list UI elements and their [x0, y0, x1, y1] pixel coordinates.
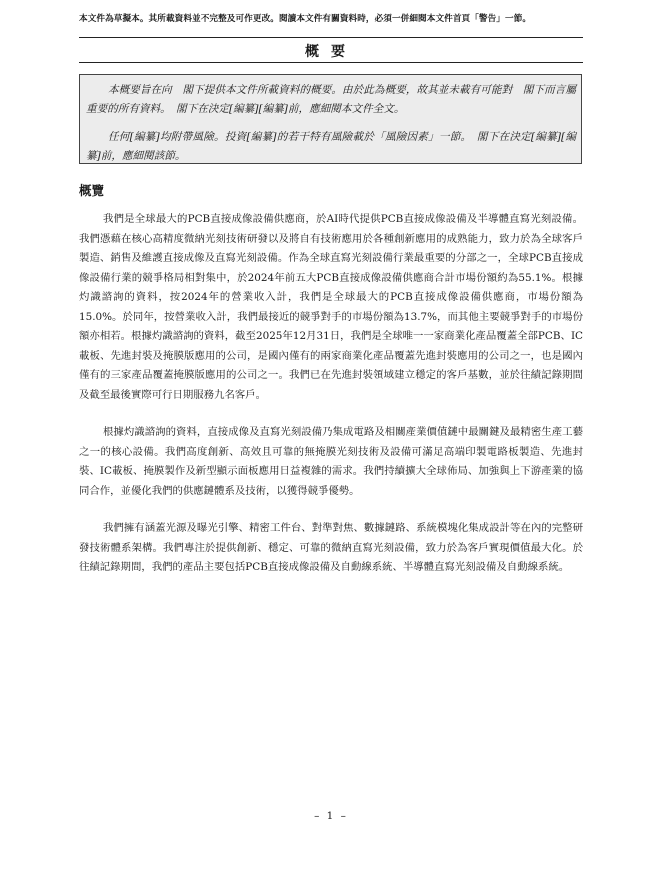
body-paragraph: 根據灼識諮詢的資料，直接成像及直寫光刻設備乃集成電路及相關產業價值鏈中最關鍵及最精密生產工藝之一的核心設備。我們高度創新、高效且可靠的無掩膜光刻技術及設備可滿足高端印製電路板製造、先進封裝、IC載板、掩膜製作及新型顯示面板應用日益複雜的需求。我們持續擴大全球佈局、加強與上下游產業的協同合作，並優化我們的供應鏈體系及技術，以獲得競爭優勢。 — [79, 426, 583, 497]
section-title: 概要 — [305, 44, 357, 60]
overview-body — [79, 210, 583, 596]
page-number: – 1 – — [314, 810, 348, 822]
title-bottom-rule — [79, 62, 583, 63]
body-paragraph: 我們是全球最大的PCB直接成像設備供應商，於AI時代提供PCB直接成像設備及半導體直寫光刻設備。我們憑藉在核心高精度微納光刻技術研發以及將自有技術應用於各種創新應用的成熟能力，致力於為全球客戶製造、銷售及維護直接成像及直寫光刻設備。作為全球直寫光刻設備行業最重要的分部之一，全球PCB直接成像設備行業的競爭格局相對集中，於2024年前五大PCB直接成像設備供應商合計市場份額約為55.1%。根據灼識諮詢的資料，按2024年的營業收入計，我們是全球最大的PCB直接成像設備供應商，市場份額為15.0%。於同年，按營業收入計，我們最接近的競爭對手的市場份額為13.7%，而其他主要競爭對手的市場份額亦相若。根據灼識諮詢的資料，截至2025年12月31日，我們是全球唯一一家商業化產品覆蓋全部PCB、IC載板、先進封裝及掩膜版應用的公司，是國內僅有的兩家商業化產品覆蓋先進封裝應用的公司之一，也是國內僅有的三家產品覆蓋掩膜版應用的公司之一。我們已在先進封裝領域建立穩定的客戶基數，並於往績記錄期間及截至最後實際可行日期服務九名客戶。 — [79, 213, 583, 401]
notice-paragraph: 本概要旨在向 閣下提供本文件所載資料的概要。由於此為概要，故其並未載有可能對 閣下而言屬重要的所有資料。 閣下在決定[編纂][編纂]前，應細閱本文件全文。 — [86, 84, 576, 115]
summary-notice-box — [79, 74, 582, 164]
draft-warning-header: 本文件為草擬本。其所載資料並不完整及可作更改。閱讀本文件有關資料時，必須一併細閱本文件首頁「警告」一節。 — [79, 14, 532, 24]
title-top-rule — [79, 37, 583, 38]
notice-paragraph: 任何[編纂]均附帶風險。投資[編纂]的若干特有風險載於「風險因素」一節。 閣下在決定[編纂][編纂]前，應細閱該節。 — [86, 131, 576, 162]
body-paragraph: 我們擁有涵蓋光源及曝光引擎、精密工件台、對準對焦、數據鏈路、系統模塊化集成設計等在內的完整研發技術體系架構。我們專注於提供創新、穩定、可靠的微納直寫光刻設備，致力於為客戶實現價值最大化。於往績記錄期間，我們的產品主要包括PCB直接成像設備及自動線系統、半導體直寫光刻設備及自動線系統。 — [79, 522, 583, 573]
overview-heading: 概覽 — [79, 183, 105, 198]
